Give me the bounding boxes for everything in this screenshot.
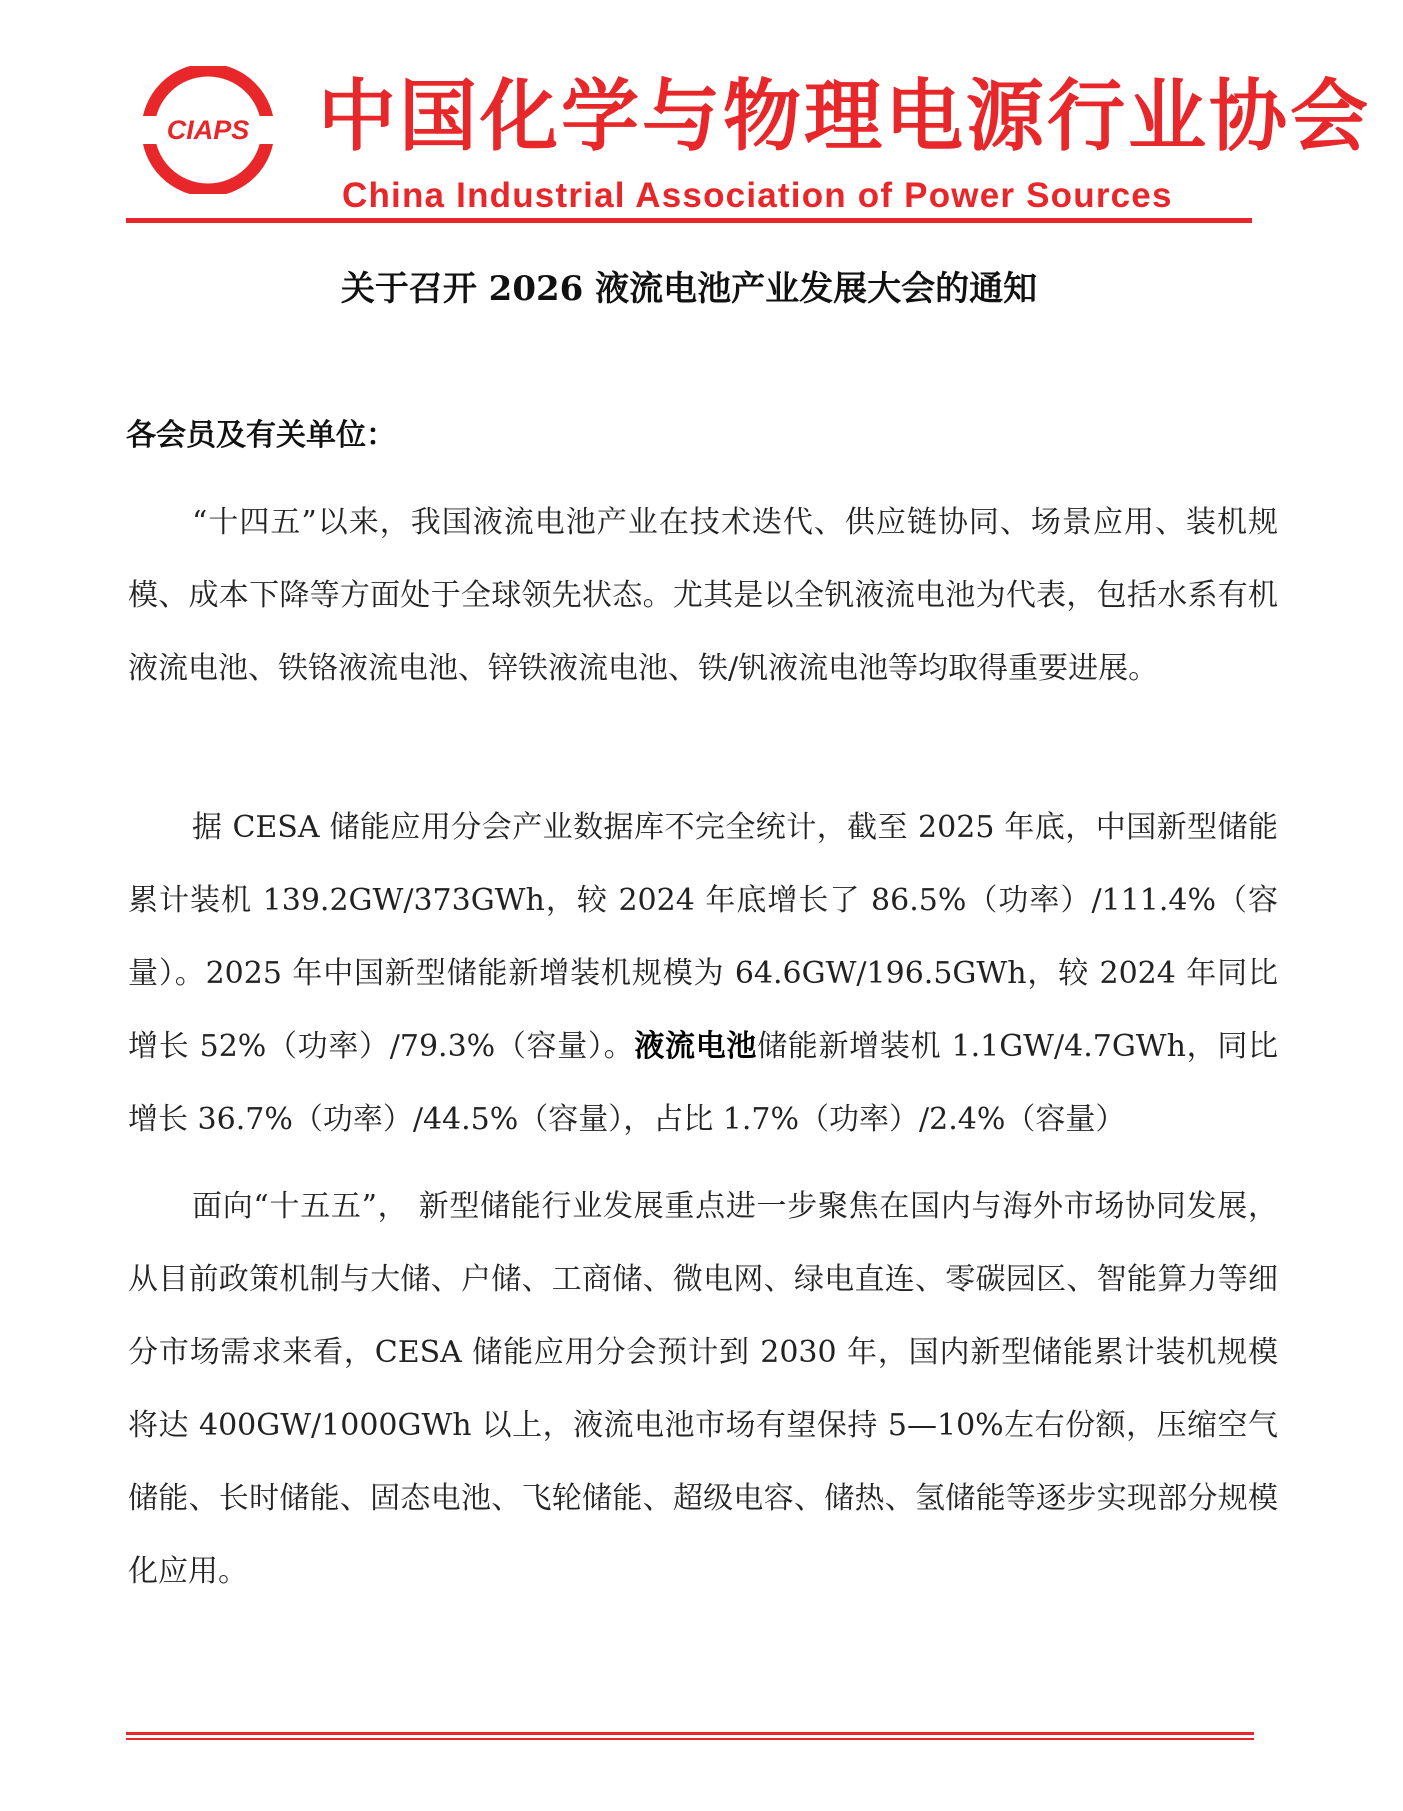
salutation: 各会员及有关单位： — [126, 418, 396, 453]
org-name-cn: 中国化学与物理电源行业协会 — [318, 72, 1372, 162]
flow-battery-highlight: 液流电池 — [634, 1029, 758, 1064]
notice-title: 关于召开 2026 液流电池产业发展大会的通知 — [340, 269, 1038, 309]
org-name-en: China Industrial Association of Power Sources — [342, 176, 1173, 215]
logo-text: CIAPS — [166, 115, 250, 145]
header-divider — [126, 218, 1252, 223]
paragraph-3: 面向“十五五”， 新型储能行业发展重点进一步聚焦在国内与海外市场协同发展，从目前政策机制与大储、户储、工商储、微电网、绿电直连、零碳园区、智能算力等细分市场需求来看，CESA 储能应用分会预计到 2030 年，国内新型储能累计装机规模将达 400GW/1000GWh 以上，液流电池市场有望保持 5—10%左右份额，压缩空气储能、长时储能、固态电池、飞轮储能、超级电容、储热、氢储能等逐步实现部分规模化应用。 — [128, 1189, 1278, 1589]
footer-divider-top — [126, 1732, 1254, 1735]
letterhead — [0, 0, 1403, 230]
paragraph-2 — [128, 791, 1278, 1156]
ciaps-logo — [128, 66, 288, 194]
paragraph-1: “十四五”以来，我国液流电池产业在技术迭代、供应链协同、场景应用、装机规模、成本下降等方面处于全球领先状态。尤其是以全钒液流电池为代表，包括水系有机液流电池、铁铬液流电池、锌铁液流电池、铁/钒液流电池等均取得重要进展。 — [128, 505, 1278, 686]
footer-divider-bottom — [126, 1738, 1254, 1740]
paragraph-2-tail: 储能新增装机 1.1GW/4.7GWh，同比增长 36.7%（功率）/44.5%（容量），占比 1.7%（功率）/2.4%（容量） — [128, 1029, 1279, 1137]
paragraph-2-lead: 据 CESA 储能应用分会产业数据库不完全统计，截至 2025 年底，中国新型储能累计装机 139.2GW/373GWh，较 2024 年底增长了 86.5%（功率）/111.4%（容量）。2025 年中国新型储能新增装机规模为 64.6GW/196.5GWh，较 2024 年同比增长 52%（功率）/79.3%（容量）。 — [128, 810, 1278, 1064]
